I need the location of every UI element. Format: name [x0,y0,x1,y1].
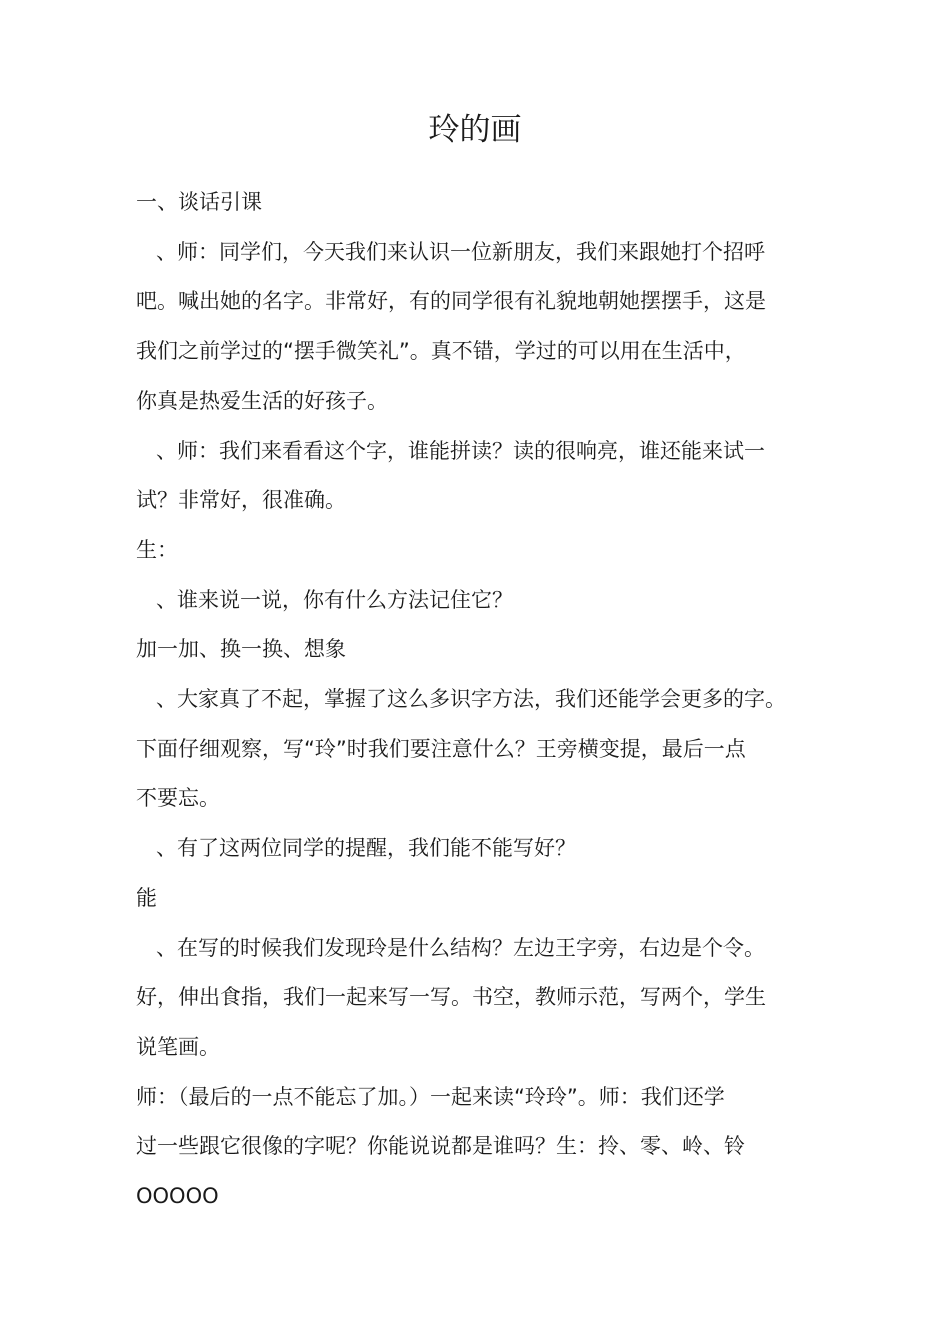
text-line: 、谁来说一说，你有什么方法记住它？ [156,587,513,612]
document-title: 玲的画 [428,112,522,148]
text-line: 吧。喊出她的名字。非常好，有的同学很有礼貌地朝她摆摆手，这是 [136,289,766,314]
text-line: 我们之前学过的“摆手微笑礼”。真不错，学过的可以用在生活中， [136,339,746,364]
text-line: 说笔画。 [136,1034,220,1059]
document-body [136,178,826,1222]
text-line: 能 [136,885,157,910]
text-line: 、有了这两位同学的提醒，我们能不能写好？ [156,836,576,861]
text-line: 、师：我们来看看这个字，谁能拼读？读的很响亮，谁还能来试一 [156,438,765,463]
text-line: 师：（最后的一点不能忘了加。）一起来读“玲玲”。师：我们还学 [136,1084,725,1109]
text-line: 试？非常好，很准确。 [136,488,346,513]
text-line: 过一些跟它很像的字呢？你能说说都是谁吗？生：拎、零、岭、铃 [136,1134,745,1159]
text-line: OOOOO [136,1184,219,1209]
text-line: 好，伸出食指，我们一起来写一写。书空，教师示范，写两个，学生 [136,985,766,1010]
text-line: 不要忘。 [136,786,220,811]
text-line: 加一加、换一换、想象 [136,637,346,662]
text-line: 一、谈话引课 [136,190,262,214]
text-line: 、在写的时候我们发现玲是什么结构？左边王字旁，右边是个令。 [156,935,765,960]
text-line: 、师：同学们，今天我们来认识一位新朋友，我们来跟她打个招呼 [156,239,765,264]
text-line: 你真是热爱生活的好孩子。 [136,388,388,413]
text-line: 生： [136,537,178,562]
text-line: 下面仔细观察，写“玲”时我们要注意什么？王旁横变提，最后一点 [136,736,746,761]
text-line: 、大家真了不起，掌握了这么多识字方法，我们还能学会更多的字。 [156,687,786,712]
